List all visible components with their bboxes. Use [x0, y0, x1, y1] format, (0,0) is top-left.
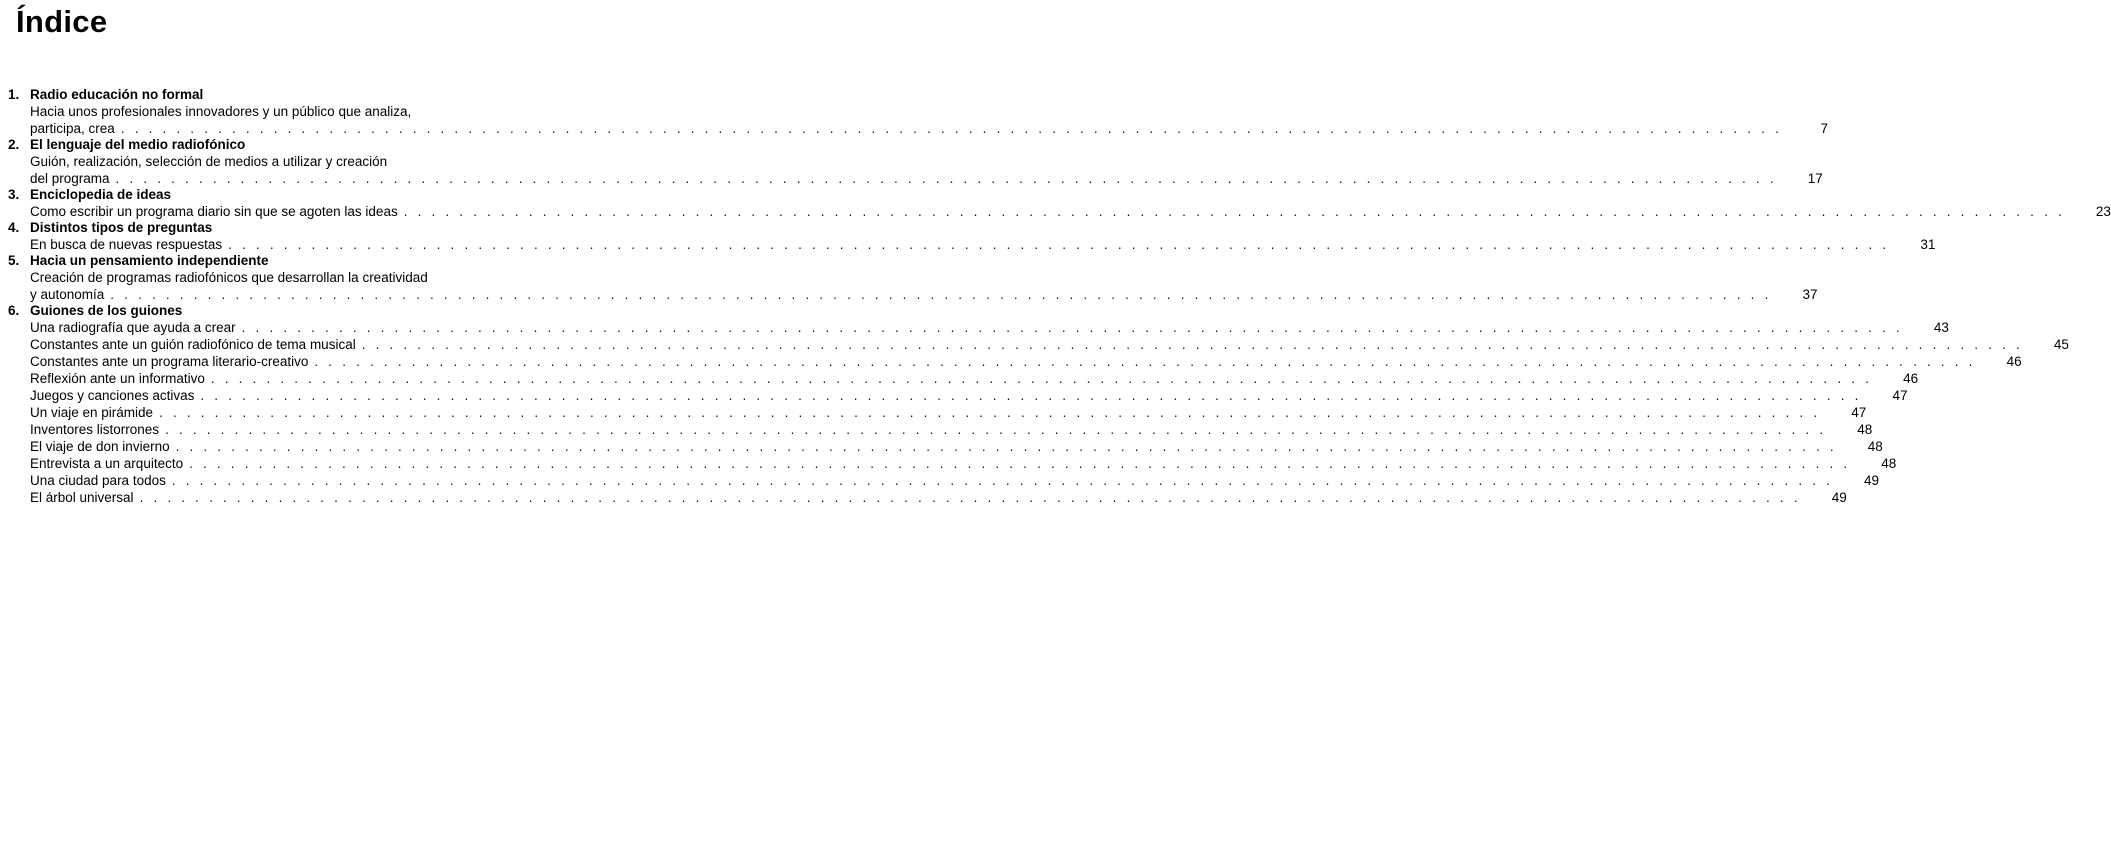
- dot-leader: . . . . . . . . . . . . . . . . . . . . . . . . . . . . . . . . . . . . . . . . . . . . . . . . . . . . . . . . . . . . . . . . . . . . . . . . . . . . . . . . . . . . . . . . . . . . . . . . . . . . . . . . . . . . . . . . . . . . . . . .: [314, 354, 1976, 369]
- toc-entry: [8, 353, 2022, 370]
- toc-entry: [8, 236, 1936, 253]
- page-number: 45: [2053, 337, 2069, 352]
- toc-entry-line: [8, 336, 2069, 353]
- chapter-title: Guiones de los guiones: [30, 303, 183, 318]
- toc-entry-line-continued: [8, 103, 592, 120]
- toc-entry-line: [8, 438, 1883, 455]
- chapter-heading: [8, 303, 592, 319]
- toc-entry: [8, 319, 1949, 336]
- chapter-heading: [8, 87, 592, 103]
- chapter-heading: [8, 253, 592, 269]
- dot-leader: . . . . . . . . . . . . . . . . . . . . . . . . . . . . . . . . . . . . . . . . . . . . . . . . . . . . . . . . . . . . . . . . . . . . . . . . . . . . . . . . . . . . . . . . . . . . . . . . . . . . . . . . . . . . . . . . . . . . . . . .: [200, 388, 1862, 403]
- toc-entry-text: Una radiografía que ayuda a crear: [30, 320, 236, 335]
- toc-entry-text: Un viaje en pirámide: [30, 405, 154, 420]
- toc-entry-text: Como escribir un programa diario sin que se agoten las ideas: [30, 204, 398, 219]
- toc-entry: [8, 489, 1847, 506]
- chapter-6: [8, 303, 2069, 506]
- toc-entry-line: [8, 120, 1829, 137]
- toc-entry-line: [8, 353, 2022, 370]
- toc-entry-text: Entrevista a un arquitecto: [30, 456, 184, 471]
- chapter-1: [8, 87, 1829, 137]
- page-number: 49: [1831, 490, 1847, 505]
- dot-leader: . . . . . . . . . . . . . . . . . . . . . . . . . . . . . . . . . . . . . . . . . . . . . . . . . . . . . . . . . . . . . . . . . . . . . . . . . . . . . . . . . . . . . . . . . . . . . . . . . . . . . . . . . . . . . . . . . . . . . . . .: [175, 439, 1837, 454]
- toc-entry-text: El árbol universal: [30, 490, 134, 505]
- chapter-heading: [8, 137, 592, 153]
- toc-entry: [8, 387, 1908, 404]
- dot-leader: . . . . . . . . . . . . . . . . . . . . . . . . . . . . . . . . . . . . . . . . . . . . . . . . . . . . . . . . . . . . . . . . . . . . . . . . . . . . . . . . . . . . . . . . . . . . . . . . . . . . . . . . . . . . . . . . . . . . . . . .: [139, 490, 1801, 505]
- toc-entry-line: [8, 203, 2111, 220]
- page-number: 46: [1903, 371, 1919, 386]
- chapter-title: El lenguaje del medio radiofónico: [30, 137, 246, 152]
- toc-entry: [8, 438, 1883, 455]
- chapter-number: 4.: [8, 220, 20, 235]
- toc-entry-line: [8, 286, 1818, 303]
- dot-leader: . . . . . . . . . . . . . . . . . . . . . . . . . . . . . . . . . . . . . . . . . . . . . . . . . . . . . . . . . . . . . . . . . . . . . . . . . . . . . . . . . . . . . . . . . . . . . . . . . . . . . . . . . . . . . . . . . . . . . . . .: [115, 171, 1777, 186]
- toc-entry: [8, 404, 1867, 421]
- toc-entry-line: [8, 236, 1936, 253]
- page-number: 23: [2095, 204, 2111, 219]
- page-number: 31: [1920, 237, 1936, 252]
- toc-entry-text: del programa: [30, 171, 110, 186]
- page-title: Índice: [16, 4, 108, 39]
- dot-leader: . . . . . . . . . . . . . . . . . . . . . . . . . . . . . . . . . . . . . . . . . . . . . . . . . . . . . . . . . . . . . . . . . . . . . . . . . . . . . . . . . . . . . . . . . . . . . . . . . . . . . . . . . . . . . . . . . . . . . . . .: [361, 337, 2023, 352]
- toc-entry-line: [8, 319, 1949, 336]
- chapter-heading: [8, 187, 592, 203]
- toc-entry-text: Una ciudad para todos: [30, 473, 166, 488]
- toc-entry: [8, 421, 1873, 438]
- toc-entry-text: Guión, realización, selección de medios a utilizar y creación: [30, 154, 388, 169]
- chapter-title: Enciclopedia de ideas: [30, 187, 172, 202]
- page-number: 7: [1820, 121, 1829, 136]
- dot-leader: . . . . . . . . . . . . . . . . . . . . . . . . . . . . . . . . . . . . . . . . . . . . . . . . . . . . . . . . . . . . . . . . . . . . . . . . . . . . . . . . . . . . . . . . . . . . . . . . . . . . . . . . . . . . . . . . . . . . . . . .: [120, 121, 1783, 136]
- page-number: 48: [1857, 422, 1873, 437]
- toc-entry-text: Constantes ante un programa literario-creativo: [30, 354, 309, 369]
- toc-entry-text: En busca de nuevas respuestas: [30, 237, 223, 252]
- toc-entry-text: Juegos y canciones activas: [30, 388, 195, 403]
- page-number: 46: [2006, 354, 2022, 369]
- dot-leader: . . . . . . . . . . . . . . . . . . . . . . . . . . . . . . . . . . . . . . . . . . . . . . . . . . . . . . . . . . . . . . . . . . . . . . . . . . . . . . . . . . . . . . . . . . . . . . . . . . . . . . . . . . . . . . . . . . . . . . . .: [210, 371, 1873, 386]
- page-number: 37: [1802, 287, 1818, 302]
- dot-leader: . . . . . . . . . . . . . . . . . . . . . . . . . . . . . . . . . . . . . . . . . . . . . . . . . . . . . . . . . . . . . . . . . . . . . . . . . . . . . . . . . . . . . . . . . . . . . . . . . . . . . . . . . . . . . . . . . . . . . . . .: [228, 237, 1890, 252]
- toc-entry-text: y autonomía: [30, 287, 105, 302]
- toc-entry: [8, 203, 2111, 220]
- page-number: 48: [1867, 439, 1883, 454]
- table-of-contents: [8, 87, 2111, 506]
- chapter-title: Radio educación no formal: [30, 87, 204, 102]
- toc-entry-line: [8, 472, 1880, 489]
- toc-entry-text: Hacia unos profesionales innovadores y un público que analiza,: [30, 104, 412, 119]
- dot-leader: . . . . . . . . . . . . . . . . . . . . . . . . . . . . . . . . . . . . . . . . . . . . . . . . . . . . . . . . . . . . . . . . . . . . . . . . . . . . . . . . . . . . . . . . . . . . . . . . . . . . . . . . . . . . . . . . . . . . . . . .: [241, 320, 1903, 335]
- chapter-number: 6.: [8, 303, 20, 318]
- chapter-2: [8, 137, 1823, 187]
- page-number: 47: [1892, 388, 1908, 403]
- dot-leader: . . . . . . . . . . . . . . . . . . . . . . . . . . . . . . . . . . . . . . . . . . . . . . . . . . . . . . . . . . . . . . . . . . . . . . . . . . . . . . . . . . . . . . . . . . . . . . . . . . . . . . . . . . . . . . . . . . . . . . . .: [159, 405, 1821, 420]
- toc-entry-line: [8, 404, 1867, 421]
- toc-entry: [8, 103, 1829, 137]
- chapter-title: Distintos tipos de preguntas: [30, 220, 213, 235]
- chapter-5: [8, 253, 1818, 303]
- dot-leader: . . . . . . . . . . . . . . . . . . . . . . . . . . . . . . . . . . . . . . . . . . . . . . . . . . . . . . . . . . . . . . . . . . . . . . . . . . . . . . . . . . . . . . . . . . . . . . . . . . . . . . . . . . . . . . . . . . . . . . . .: [171, 473, 1834, 488]
- chapter-heading: [8, 220, 592, 236]
- toc-entry-line: [8, 370, 1919, 387]
- chapter-3: [8, 187, 2111, 220]
- dot-leader: . . . . . . . . . . . . . . . . . . . . . . . . . . . . . . . . . . . . . . . . . . . . . . . . . . . . . . . . . . . . . . . . . . . . . . . . . . . . . . . . . . . . . . . . . . . . . . . . . . . . . . . . . . . . . . . . . . . . . . . .: [110, 287, 1772, 302]
- page-number: 17: [1807, 171, 1823, 186]
- toc-entry-line: [8, 170, 1823, 187]
- toc-entry-text: El viaje de don invierno: [30, 439, 170, 454]
- toc-entry: [8, 472, 1880, 489]
- toc-entry-text: Reflexión ante un informativo: [30, 371, 205, 386]
- chapter-number: 5.: [8, 253, 20, 268]
- chapter-number: 3.: [8, 187, 20, 202]
- chapter-number: 2.: [8, 137, 20, 152]
- chapter-number: 1.: [8, 87, 20, 102]
- toc-entry-text: Constantes ante un guión radiofónico de tema musical: [30, 337, 356, 352]
- toc-entry-line-continued: [8, 269, 592, 286]
- dot-leader: . . . . . . . . . . . . . . . . . . . . . . . . . . . . . . . . . . . . . . . . . . . . . . . . . . . . . . . . . . . . . . . . . . . . . . . . . . . . . . . . . . . . . . . . . . . . . . . . . . . . . . . . . . . . . . . . . . . . . . . .: [165, 422, 1827, 437]
- toc-entry-line: [8, 455, 1897, 472]
- chapter-title: Hacia un pensamiento independiente: [30, 253, 269, 268]
- toc-entry-line-continued: [8, 153, 592, 170]
- toc-entry: [8, 269, 1818, 303]
- toc-entry-text: Creación de programas radiofónicos que desarrollan la creatividad: [30, 270, 428, 285]
- dot-leader: . . . . . . . . . . . . . . . . . . . . . . . . . . . . . . . . . . . . . . . . . . . . . . . . . . . . . . . . . . . . . . . . . . . . . . . . . . . . . . . . . . . . . . . . . . . . . . . . . . . . . . . . . . . . . . . . . . . . . . . .: [403, 204, 2065, 219]
- chapter-4: [8, 220, 1936, 253]
- toc-entry-line: [8, 421, 1873, 438]
- toc-entry-text: Inventores listorrones: [30, 422, 160, 437]
- toc-entry-line: [8, 387, 1908, 404]
- page-number: 48: [1881, 456, 1897, 471]
- toc-entry-text: participa, crea: [30, 121, 115, 136]
- toc-entry: [8, 153, 1823, 187]
- toc-entry-line: [8, 489, 1847, 506]
- toc-entry: [8, 455, 1897, 472]
- dot-leader: . . . . . . . . . . . . . . . . . . . . . . . . . . . . . . . . . . . . . . . . . . . . . . . . . . . . . . . . . . . . . . . . . . . . . . . . . . . . . . . . . . . . . . . . . . . . . . . . . . . . . . . . . . . . . . . . . . . . . . . .: [189, 456, 1851, 471]
- page-number: 49: [1864, 473, 1880, 488]
- page-number: 43: [1933, 320, 1949, 335]
- toc-entry: [8, 336, 2069, 353]
- toc-entry: [8, 370, 1919, 387]
- page-number: 47: [1851, 405, 1867, 420]
